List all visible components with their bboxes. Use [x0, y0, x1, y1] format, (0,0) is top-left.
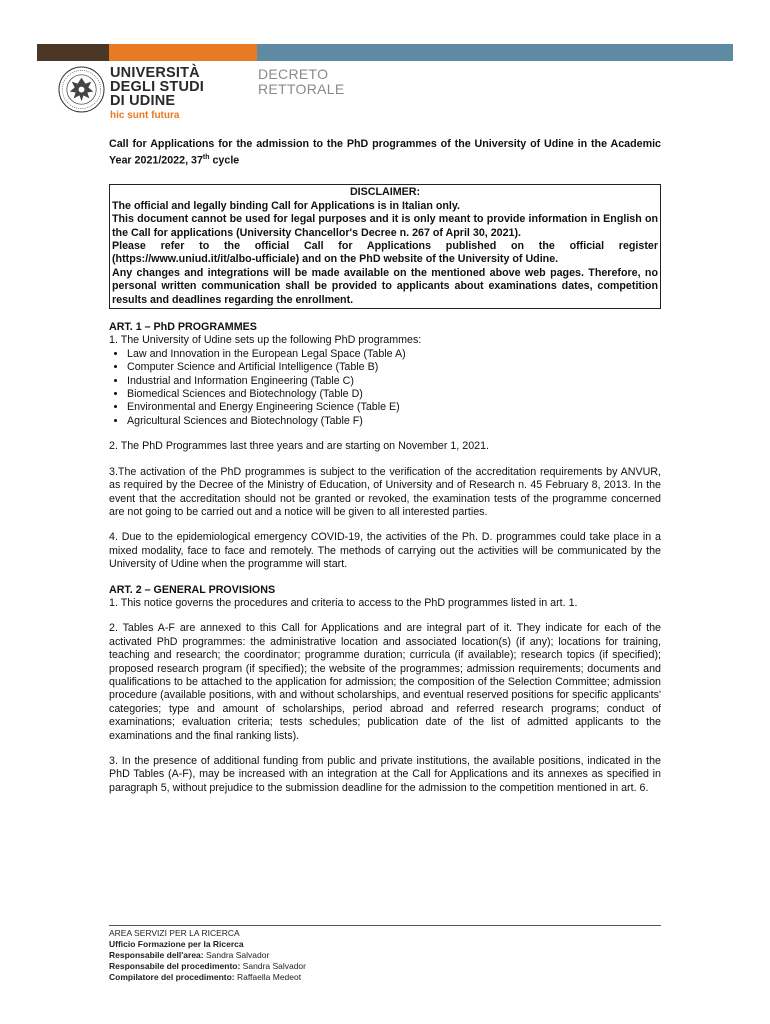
university-name-line: DEGLI STUDI: [110, 79, 205, 95]
programme-list: [109, 348, 661, 428]
document-body: [109, 138, 661, 807]
university-motto: hic sunt futura: [110, 110, 180, 121]
programme-list-item: • Computer Science and Artificial Intelligence (Table B): [127, 361, 661, 374]
art2-paragraph-3: 3. In the presence of additional funding from public and private institutions, the available positions, indicated in the PhD Tables (A-F), may be increased with an integration at the Call for Applications and its annexes as specified in paragraph 5, without prejudice to the submission deadline for the admission to the competition mentioned in art. 6.: [109, 755, 661, 794]
programme-list-item: • Industrial and Information Engineering (Table C): [127, 375, 661, 388]
footer-value: Raffaella Medeot: [234, 972, 302, 982]
art1-paragraph-3: 3.The activation of the PhD programmes is subject to the verification of the accreditation requirements by ANVUR, as required by the Decree of the Ministry of Education, of University and of Research n. 45 February 8, 2013. In the event that the accreditation should not be granted or revoked, the examination tests of the programme concerned are not going to be carried out and a notice will be given to all interested parties.: [109, 465, 661, 518]
art1-paragraph-2: 2. The PhD Programmes last three years and are starting on November 1, 2021.: [109, 440, 489, 453]
university-seal-icon: [58, 66, 105, 113]
disclaimer-paragraph: Any changes and integrations will be made available on the mentioned above web pages. Therefore, no personal written communication shall be provided to applicants about examinations dates, competition results and deadlines regarding the enrollment.: [112, 266, 658, 306]
document-type-line: RETTORALE: [258, 81, 345, 97]
art2-paragraph-2: 2. Tables A-F are annexed to this Call for Applications and are integral part of it. They indicate for each of the activated PhD programmes: the administrative location and associated location(s) (if any); locations for training, teaching and research; the coordinator; programme duration; curricula (if available); research topics (if specified); proposed research program (if specified); the website of the programmes; admission requirements; documents and qualifications to be attached to the application for admission; the composition of the Selection Committee; admission procedure (available positions, with and without scholarships, and eventual reserved positions for specific applicants' categories; type and amount of scholarships, period abroad and referred research programs; conduct of examinations; evaluation criteria; tests schedules; publication date of the list of admitted applicants to the examinations and the final ranking lists).: [109, 622, 661, 742]
title-main: Call for Applications for the admission to the PhD programmes of the University of Udine in the Academic Year 2021/2022, 37: [109, 138, 661, 167]
header-color-bar: [37, 44, 733, 61]
footer-value: Sandra Salvador: [203, 950, 270, 960]
footer-office-name: Ufficio Formazione per la Ricerca: [109, 939, 244, 949]
disclaimer-box: [109, 184, 661, 309]
footer-label: Responsabile del procedimento:: [109, 961, 241, 971]
programme-list-item: • Agricultural Sciences and Biotechnology (Table F): [127, 415, 661, 428]
footer-label: Responsabile dell'area:: [109, 950, 204, 960]
disclaimer-paragraph: The official and legally binding Call for Applications is in Italian only.: [112, 199, 460, 212]
document-title: [109, 138, 661, 168]
document-type: [258, 67, 344, 97]
footer-compiler: [109, 972, 661, 983]
footer-proc-head: [109, 961, 661, 972]
university-name: [110, 66, 204, 108]
footer-area: AREA SERVIZI PER LA RICERCA: [109, 928, 240, 938]
disclaimer-paragraph: Please refer to the official Call for Applications published on the official register (https://www.uniud.it/it/albo-ufficiale) and on the PhD website of the University of Udine.: [112, 240, 658, 266]
footer-label: Compilatore del procedimento:: [109, 972, 235, 982]
university-name-line: UNIVERSITÀ: [110, 65, 200, 81]
title-superscript: th: [202, 154, 210, 162]
programme-list-item: • Biomedical Sciences and Biotechnology (Table D): [127, 388, 661, 401]
header-bar-orange-segment: [109, 44, 257, 61]
university-name-line: DI UDINE: [110, 93, 176, 109]
art2-heading: ART. 2 – GENERAL PROVISIONS: [109, 583, 276, 596]
art2-paragraph-1: 1. This notice governs the procedures and criteria to access to the PhD programmes listed in art. 1.: [109, 596, 578, 609]
document-type-line: DECRETO: [258, 66, 329, 82]
title-tail: cycle: [209, 154, 240, 167]
programme-list-item: • Law and Innovation in the European Legal Space (Table A): [127, 348, 661, 361]
art1-paragraph-4: 4. Due to the epidemiological emergency COVID-19, the activities of the Ph. D. programmes could take place in a mixed modality, face to face and remotely. The methods of carrying out the activities will be communicated by the University of Udine when the programme will start.: [109, 531, 661, 571]
header-bar-brown-segment: [37, 44, 109, 61]
header-bar-blue-segment: [257, 44, 733, 61]
disclaimer-heading: DISCLAIMER:: [349, 186, 421, 199]
footer-value: Sandra Salvador: [240, 961, 306, 971]
page-footer: [109, 925, 661, 983]
footer-office: [109, 939, 661, 950]
footer-area-head: [109, 950, 661, 961]
art1-intro: 1. The University of Udine sets up the following PhD programmes:: [109, 334, 422, 347]
programme-list-item: • Environmental and Energy Engineering Science (Table E): [127, 401, 661, 414]
art1-heading: ART. 1 – PhD PROGRAMMES: [109, 321, 257, 334]
disclaimer-paragraph: This document cannot be used for legal purposes and it is only meant to provide information in English on the Call for applications (University Chancellor's Decree n. 267 of April 30, 2021).: [112, 213, 658, 239]
